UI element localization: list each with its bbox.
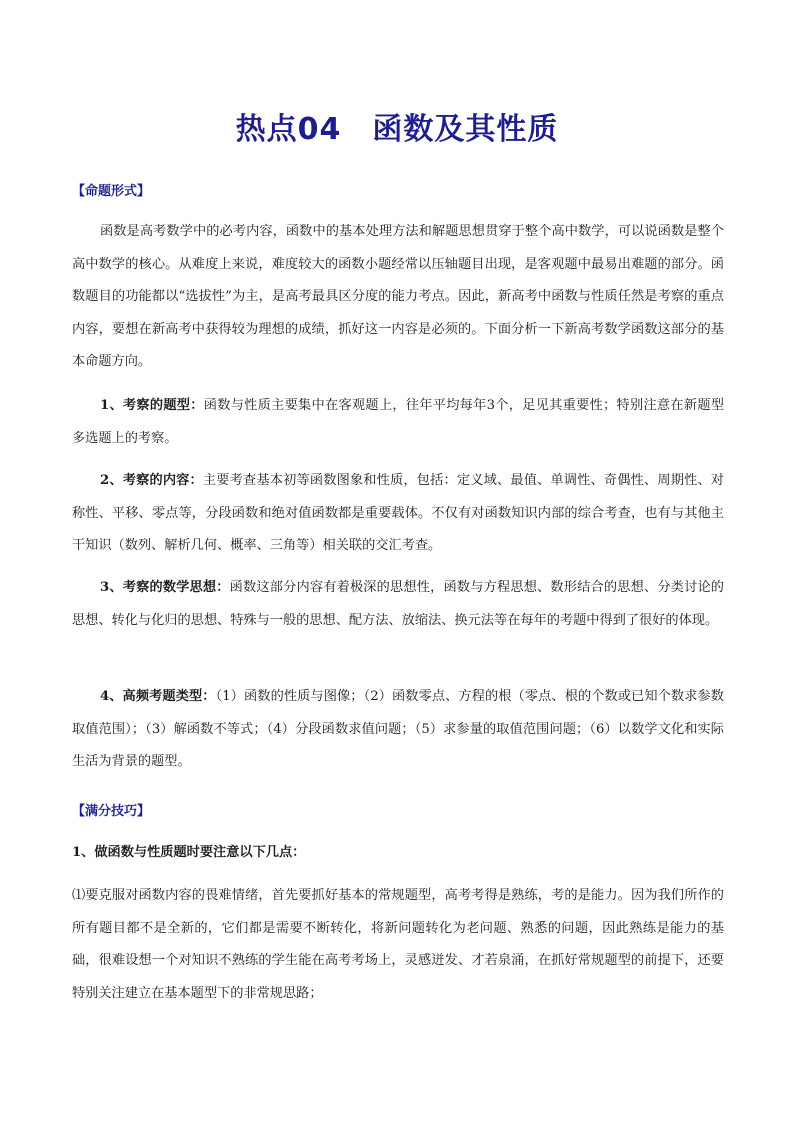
section-heading-tips: 【满分技巧】	[72, 804, 151, 819]
page-title: 热点04 函数及其性质	[235, 112, 559, 147]
point-text: 主要考查基本初等函数图象和性质，包括：定义域、最值、单调性、奇偶性、周期性、对称性、平移、零点等，分段函数和绝对值函数都是重要载体。不仅有对函数知识内部的综合考查，也有与其他主干知识（数列、解析几何、概率、三角等）相关联的交汇考查。	[72, 473, 724, 553]
tip-paragraph: ⑴要克服对函数内容的畏难情绪，首先要抓好基本的常规题型，高考考得是熟练，考的是能力。因为我们所作的所有题目都不是全新的，它们都是需要不断转化，将新问题转化为老问题、熟悉的问题，因此熟练是能力的基础，很难设想一个对知识不熟练的学生能在高考考场上，灵感迸发、才若泉涌，在抓好常规题型的前提下，还要特别关注建立在基本题型下的非常规思路；	[72, 888, 724, 1001]
point-label: 1、考察的题型：	[100, 398, 204, 413]
point-item	[72, 572, 724, 637]
point-label: 2、考察的内容：	[100, 473, 203, 488]
point-label: 4、高频考题类型：	[100, 689, 216, 704]
tip-heading: 1、做函数与性质题时要注意以下几点：	[72, 845, 306, 860]
point-text: 函数这部分内容有着极深的思想性，函数与方程思想、数形结合的思想、分类讨论的思想、转化与化归的思想、特殊与一般的思想、配方法、放缩法、换元法等在每年的考题中得到了很好的体现。	[72, 580, 724, 628]
point-item	[72, 681, 724, 779]
intro-paragraph: 函数是高考数学中的必考内容，函数中的基本处理方法和解题思想贯穿于整个高中数学，可以说函数是整个高中数学的核心。从难度上来说，难度较大的函数小题经常以压轴题目出现，是客观题中最易出难题的部分。函数题目的功能都以“选拔性”为主，是高考最具区分度的能力考点。因此，新高考中函数与性质任然是考察的重点内容，要想在新高考中获得较为理想的成绩，抓好这一内容是必须的。下面分析一下新高考数学函数这部分的基本命题方向。	[72, 224, 724, 369]
point-item	[72, 390, 724, 455]
point-text: （1）函数的性质与图像；（2）函数零点、方程的根（零点、根的个数或已知个数求参数取值范围）；（3）解函数不等式；（4）分段函数求值问题；（5）求参量的取值范围问题；（6）以数学文化和实际生活为背景的题型。	[72, 689, 724, 769]
point-item	[72, 465, 724, 563]
section-heading-format: 【命题形式】	[72, 184, 151, 199]
point-text: 函数与性质主要集中在客观题上，往年平均每年3个，足见其重要性；特别注意在新题型多选题上的考察。	[72, 398, 724, 446]
point-label: 3、考察的数学思想：	[100, 580, 230, 595]
